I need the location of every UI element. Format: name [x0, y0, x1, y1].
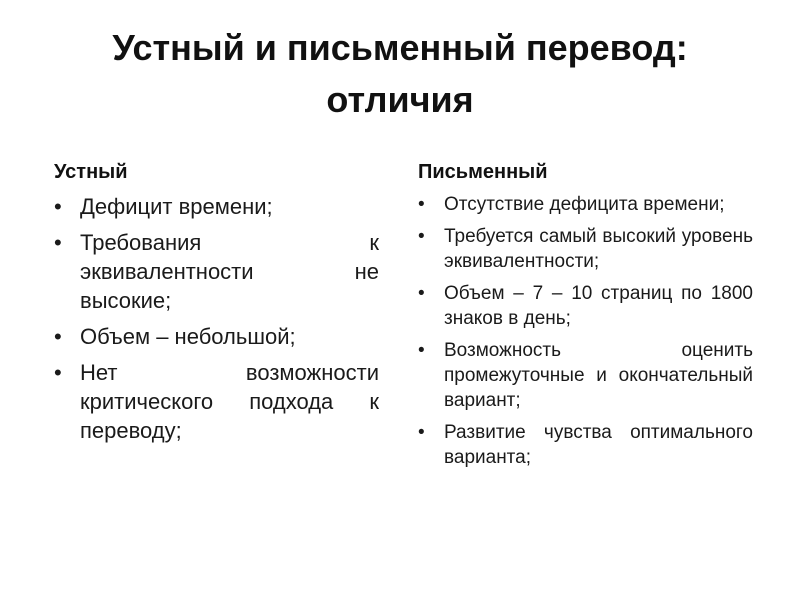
list-item-text: Нет возможности критического подхода к переводу; — [80, 360, 379, 443]
list-item-text: Объем – 7 – 10 страниц по 1800 знаков в день; — [444, 283, 753, 329]
list-item — [418, 192, 753, 217]
slide-title — [0, 22, 800, 126]
list-item — [54, 228, 379, 315]
list-item — [418, 281, 753, 331]
list-item-text: Возможность оценить промежуточные и окончательный вариант; — [444, 340, 753, 411]
bullet-icon: • — [54, 324, 62, 349]
list-item — [418, 338, 753, 413]
slide-title-line2: отличия — [326, 79, 474, 120]
bullet-icon: • — [418, 226, 425, 247]
list-item-text: Отсутствие дефицита времени; — [444, 194, 725, 215]
oral-column — [54, 158, 379, 452]
written-column — [418, 158, 753, 477]
bullet-icon: • — [418, 283, 425, 304]
list-item — [418, 224, 753, 274]
bullet-icon: • — [54, 230, 62, 255]
oral-heading: Устный — [54, 161, 128, 183]
list-item — [54, 192, 379, 221]
written-heading: Письменный — [418, 161, 548, 183]
written-list — [418, 192, 753, 470]
bullet-icon: • — [418, 340, 425, 361]
bullet-icon: • — [418, 194, 425, 215]
slide-title-line1: Устный и письменный перевод: — [112, 27, 688, 68]
list-item-text: Объем – небольшой; — [80, 324, 296, 349]
bullet-icon: • — [54, 194, 62, 219]
list-item-text: Требуется самый высокий уровень эквивалентности; — [444, 226, 753, 272]
list-item — [418, 420, 753, 470]
list-item — [54, 322, 379, 351]
list-item-text: Развитие чувства оптимального варианта; — [444, 422, 753, 468]
list-item-text: Дефицит времени; — [80, 194, 273, 219]
bullet-icon: • — [54, 360, 62, 385]
list-item-text: Требования к эквивалентности не высокие; — [80, 230, 379, 313]
bullet-icon: • — [418, 422, 425, 443]
oral-list — [54, 192, 379, 445]
list-item — [54, 358, 379, 445]
